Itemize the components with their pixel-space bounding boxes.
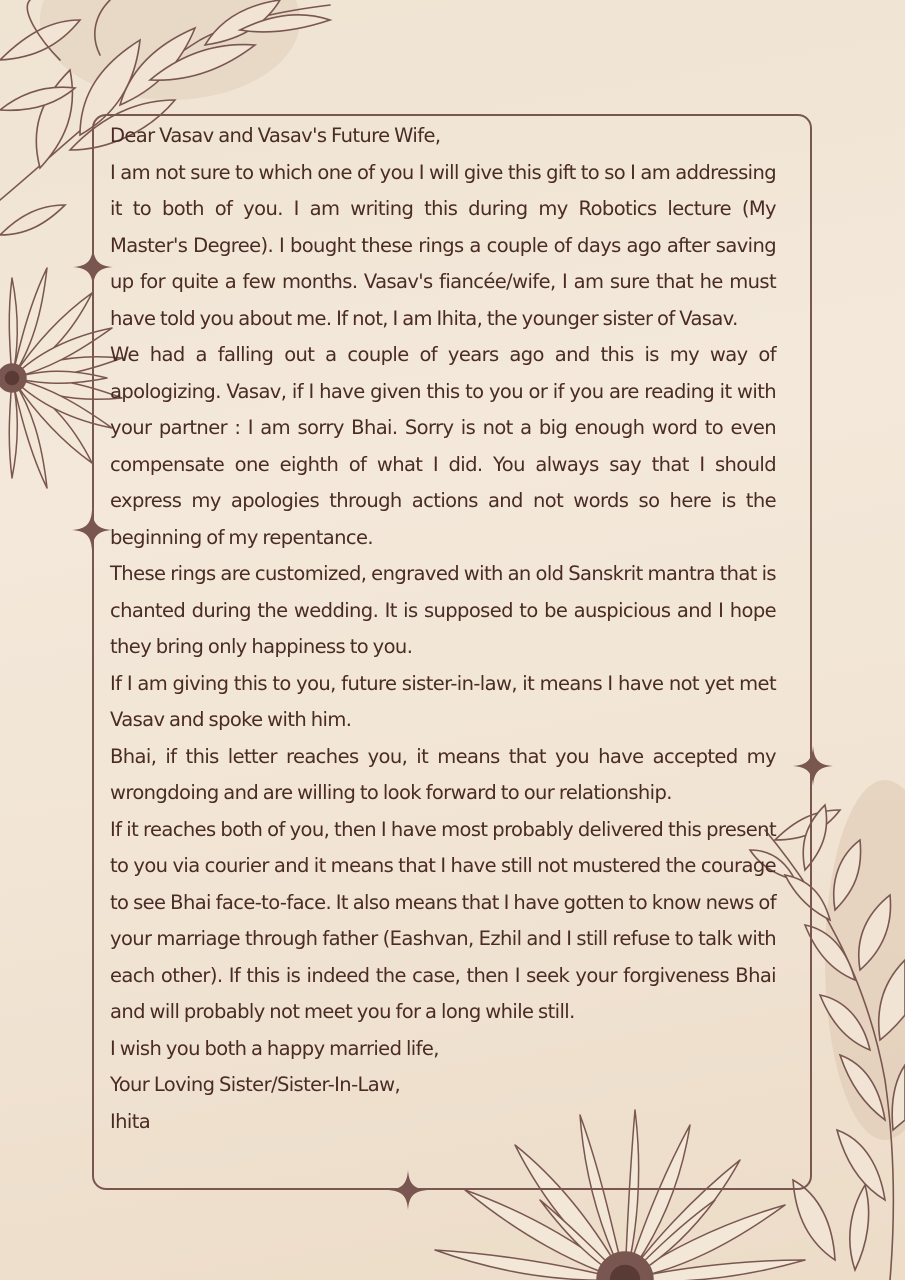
sparkle-star-icon <box>73 247 113 287</box>
letter-closing: I wish you both a happy married life, <box>110 1036 439 1060</box>
sparkle-star-icon <box>793 746 833 786</box>
letter-signature: Ihita <box>110 1109 151 1133</box>
letter-paragraph: Bhai, if this letter reaches you, it means that you have accepted my wrongdoing and are willing to look forward to our relationship. <box>110 744 776 804</box>
letter-paragraph: If it reaches both of you, then I have most probably delivered this present to you via courier and it means that I have still not mustered the courage to see Bhai face-to-face. It also means that I have gotten to know news of your marriage through father (Eashvan, Ezhil and I still refuse to talk with each other). If this is indeed the case, then I seek your forgiveness Bhai and will probably not meet you for a long while still. <box>110 817 776 1023</box>
letter-body <box>110 118 776 1140</box>
sparkle-star-icon <box>388 1170 428 1210</box>
letter-paragraph: If I am giving this to you, future sister-in-law, it means I have not yet met Vasav and spoke with him. <box>110 671 776 731</box>
letter-sign-off: Your Loving Sister/Sister-In-Law, <box>110 1073 401 1096</box>
letter-paragraph: We had a falling out a couple of years ago and this is my way of apologizing. Vasav, if I have given this to you or if you are reading it with your partner : I am sorry Bhai. Sorry is not a big enough word to even compensate one eighth of what I did. You always say that I should express my apologies through actions and not words so here is the beginning of my repentance. <box>110 343 776 549</box>
letter-salutation: Dear Vasav and Vasav's Future Wife, <box>110 124 441 147</box>
letter-paragraph: I am not sure to which one of you I will give this gift to so I am addressing it to both of you. I am writing this during my Robotics lecture (My Master's Degree). I bought these rings a couple of days ago after saving up for quite a few months. Vasav's fiancée/wife, I am sure that he must have told you about me. If not, I am Ihita, the younger sister of Vasav. <box>110 160 776 330</box>
sparkle-star-icon <box>72 510 112 550</box>
letter-paragraph: These rings are customized, engraved with an old Sanskrit mantra that is chanted during the wedding. It is supposed to be auspicious and I hope they bring only happiness to you. <box>110 562 776 658</box>
